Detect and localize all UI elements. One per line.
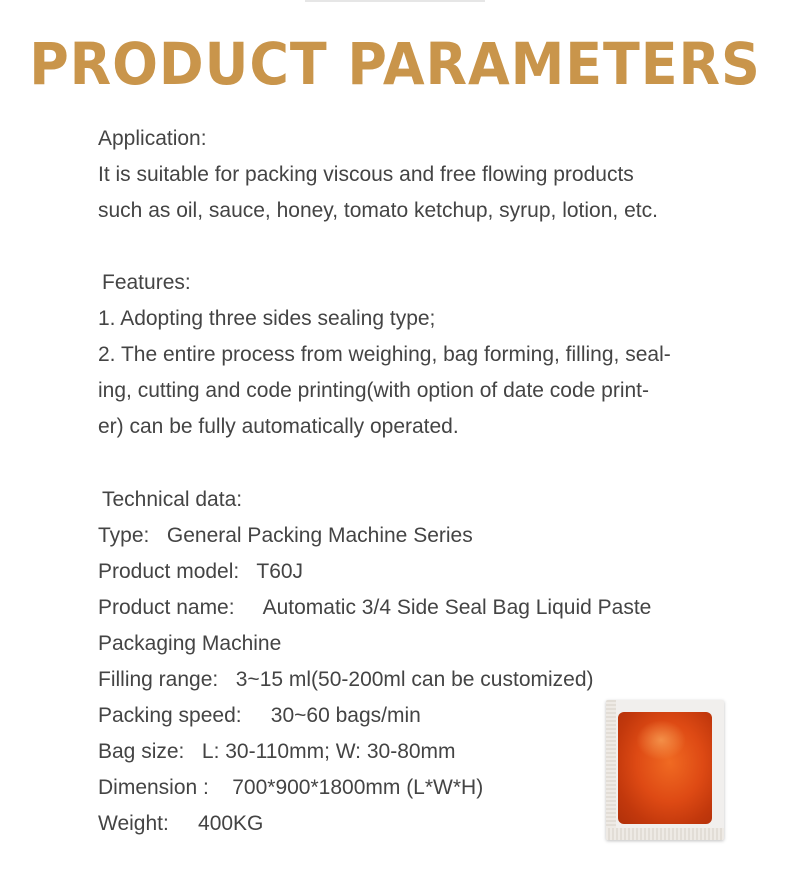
technical-value: L: 30-110mm; W: 30-80mm (201, 740, 456, 763)
technical-row (98, 626, 718, 662)
application-section (98, 121, 718, 229)
product-sachet-image (606, 700, 724, 840)
technical-gap (235, 596, 263, 619)
technical-key: Dimension : (98, 776, 209, 799)
technical-value: 30~60 bags/min (270, 704, 421, 727)
page-title: PRODUCT PARAMETERS (29, 30, 761, 98)
features-line: ing, cutting and code printing(with option of date code print- (98, 379, 650, 402)
technical-value: Packaging Machine (98, 632, 282, 655)
technical-gap (169, 812, 198, 835)
features-line: 1. Adopting three sides sealing type; (98, 307, 436, 330)
technical-row (98, 518, 718, 554)
technical-key: Filling range: (98, 668, 219, 691)
sachet-seal-bottom (606, 828, 724, 840)
technical-value: 700*900*1800mm (L*W*H) (232, 776, 484, 799)
application-line: such as oil, sauce, honey, tomato ketchup, syrup, lotion, etc. (98, 199, 658, 222)
sachet-seal-left (606, 700, 616, 840)
technical-value: General Packing Machine Series (166, 524, 473, 547)
features-section (98, 265, 718, 445)
technical-value: 400KG (198, 812, 264, 835)
technical-row (98, 590, 718, 626)
features-line: er) can be fully automatically operated. (98, 415, 459, 438)
application-line: It is suitable for packing viscous and free flowing products (98, 163, 634, 186)
features-heading: Features: (102, 271, 191, 294)
technical-key: Product name: (98, 596, 235, 619)
technical-gap (149, 524, 167, 547)
technical-value: 3~15 ml(50-200ml can be customized) (235, 668, 594, 691)
technical-row (98, 554, 718, 590)
technical-key: Bag size: (98, 740, 185, 763)
top-divider (305, 0, 485, 2)
technical-gap (209, 776, 232, 799)
features-line: 2. The entire process from weighing, bag forming, filling, seal- (98, 343, 671, 366)
technical-gap (239, 560, 256, 583)
technical-value: T60J (256, 560, 304, 583)
technical-gap (184, 740, 202, 763)
technical-gap (218, 668, 236, 691)
sachet-glare (636, 720, 686, 760)
technical-heading: Technical data: (102, 488, 243, 511)
technical-value: Automatic 3/4 Side Seal Bag Liquid Paste (262, 596, 652, 619)
technical-row (98, 662, 718, 698)
technical-key: Weight: (98, 812, 169, 835)
technical-key: Packing speed: (98, 704, 242, 727)
technical-key: Product model: (98, 560, 240, 583)
application-heading: Application: (98, 127, 207, 150)
technical-key: Type: (98, 524, 150, 547)
technical-gap (242, 704, 271, 727)
